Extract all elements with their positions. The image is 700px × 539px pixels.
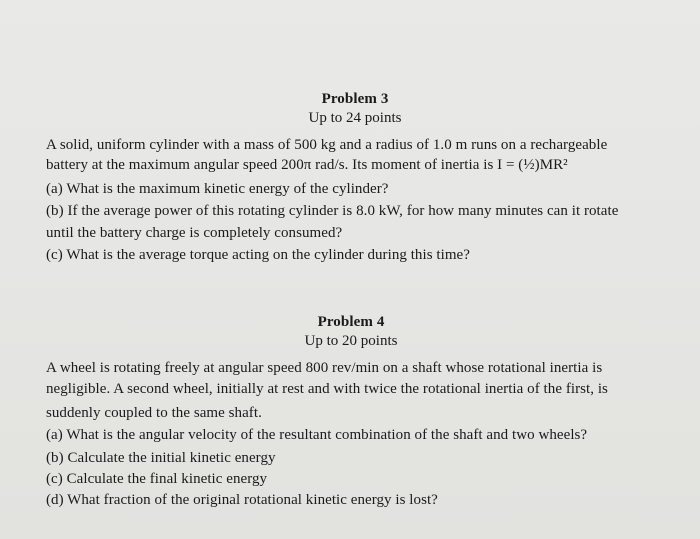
problem-4-title: Problem 4 <box>317 314 385 330</box>
problem-4-line: (a) What is the angular velocity of the resultant combination of the shaft and two wheels? <box>46 427 588 443</box>
problem-4-line: (b) Calculate the initial kinetic energy <box>46 450 276 466</box>
problem-4-line: (c) Calculate the final kinetic energy <box>46 471 268 487</box>
problem-3-line: (b) If the average power of this rotating cylinder is 8.0 kW, for how many minutes can it rotate <box>46 203 619 219</box>
problem-4-line: negligible. A second wheel, initially at rest and with twice the rotational inertia of the first, is <box>46 381 608 397</box>
problem-3-points: Up to 24 points <box>308 110 402 126</box>
problem-4-line: A wheel is rotating freely at angular speed 800 rev/min on a shaft whose rotational inertia is <box>46 360 603 376</box>
problem-4-points: Up to 20 points <box>304 333 398 349</box>
problem-4-line: suddenly coupled to the same shaft. <box>46 405 262 421</box>
problem-3-line: A solid, uniform cylinder with a mass of 500 kg and a radius of 1.0 m runs on a rechargeable <box>46 137 608 153</box>
problem-4-line: (d) What fraction of the original rotational kinetic energy is lost? <box>46 492 438 508</box>
problem-3-line: battery at the maximum angular speed 200π rad/s. Its moment of inertia is I = (½)MR² <box>46 157 568 173</box>
problem-3-line: (c) What is the average torque acting on the cylinder during this time? <box>46 247 470 263</box>
problem-3-line: (a) What is the maximum kinetic energy of the cylinder? <box>46 181 389 197</box>
problem-3-line: until the battery charge is completely consumed? <box>46 225 343 241</box>
problem-3-title: Problem 3 <box>321 91 389 107</box>
